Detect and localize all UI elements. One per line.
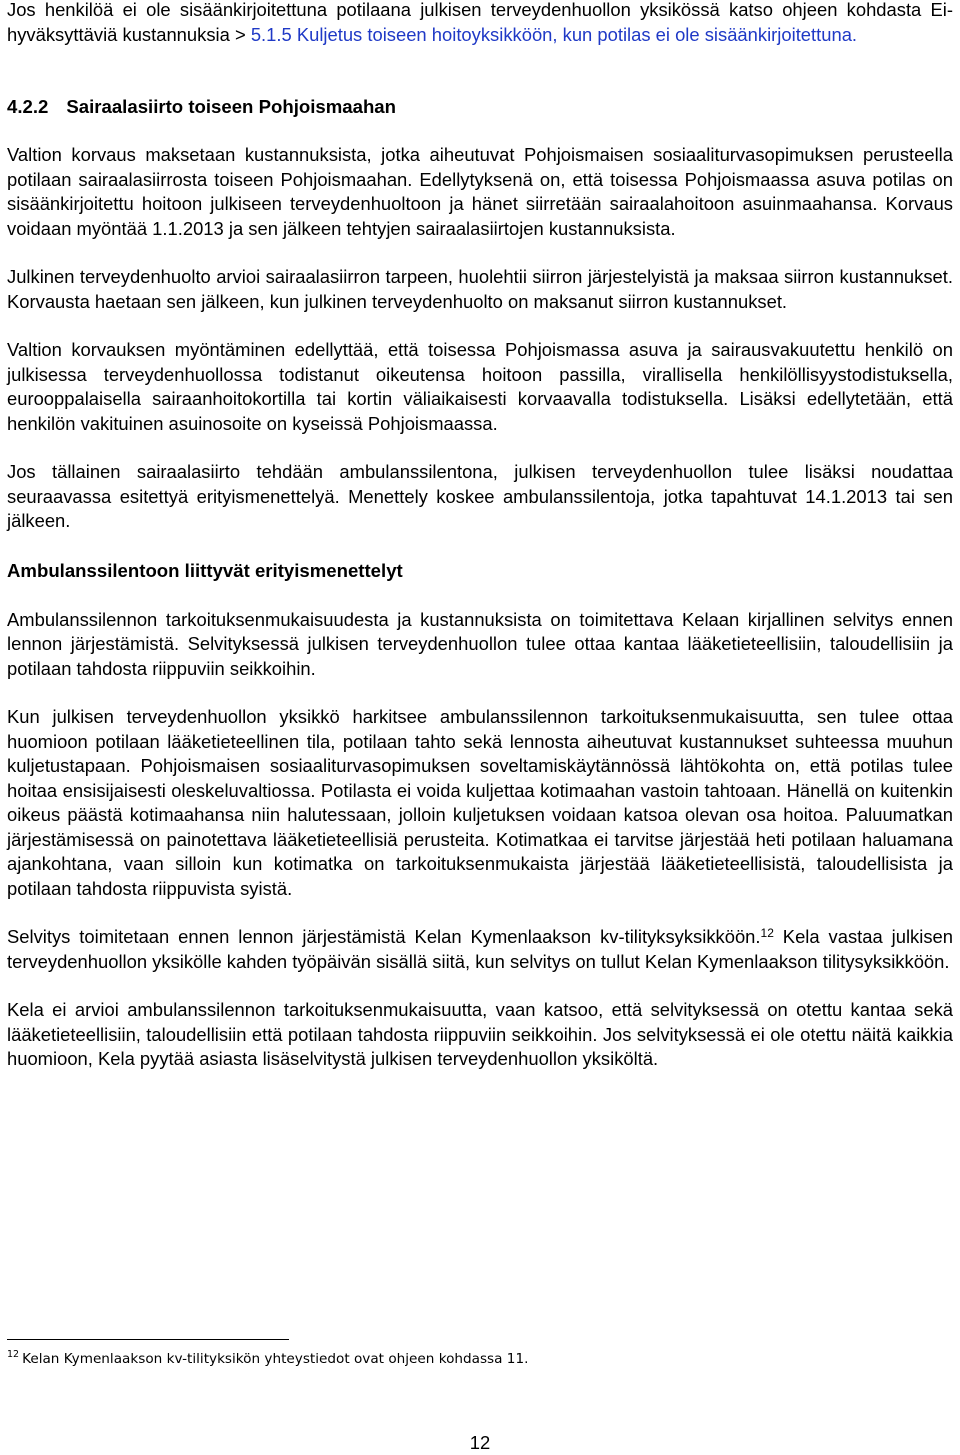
footnote <box>7 1349 528 1369</box>
paragraph-8: Kela ei arvioi ambulanssilennon tarkoituksenmukaisuutta, vaan katsoo, että selvityksessä on otettu kantaa sekä lääketieteellisiin, taloudellisiin että potilaan tahdosta riippuviin seikkoihin. Jos selvityksessä ei ole otettu näitä kaikkia huomioon, Kela pyytää asiasta lisäselvitystä julkisen terveydenhuollon yksiköltä. <box>7 999 953 1069</box>
paragraph-4: Jos tällainen sairaalasiirto tehdään ambulanssilentona, julkisen terveydenhuollon tulee lisäksi noudattaa seuraavassa esitettyä erityismenettelyä. Menettely koskee ambulanssilentoja, jotka tapahtuvat 14.1.2013 tai sen jälkeen. <box>7 461 953 531</box>
paragraph-3: Valtion korvauksen myöntäminen edellyttää, että toisessa Pohjoismassa asuva ja sairausvakuutettu henkilö on julkisessa terveydenhuollossa todistanut oikeutensa hoitoon passilla, virallisella henkilöllisyystodistuksella, eurooppalaisella sairaanhoitokortilla tai kortin väliaikaisesti korvaavalla todistuksella. Lisäksi edellytetään, että henkilön vakituinen asuinosoite on kyseissä Pohjoismaassa. <box>7 339 953 434</box>
section-heading <box>7 95 953 119</box>
paragraph-6: Kun julkisen terveydenhuollon yksikkö harkitsee ambulanssilennon tarkoituksenmukaisuutta, sen tulee ottaa huomioon potilaan lääketieteellinen tila, potilaan tahto sekä lennosta aiheutuvat kustannukset suhteessa muuhun kuljetustapaan. Pohjoismaisen sosiaaliturvasopimuksen soveltamiskäytännössä lähtökohta on, että potilas tulee hoitaa ensisijaisesti oleskeluvaltiossa. Potilasta ei voida kuljettaa kotimaahan vastoin tahtoaan. Hänellä on kuitenkin oikeus päästä kotimaahansa niin halutessaan, jolloin kuljetuksen voidaan katsoa olevan osa hoitoa. Paluumatkan järjestämisessä on painotettava lääketieteellisiä perusteita. Kotimatkaa ei tarvitse järjestää heti potilaan haluamana ajankohtana, vaan silloin kun kotimatka on tarkoituksenmukaista järjestää lääketieteellisistä, taloudellisista ja potilaan tahdosta riippuvista syistä. <box>7 706 953 899</box>
footnote-text: Kelan Kymenlaakson kv-tilityksikön yhteystiedot ovat ohjeen kohdassa 11. <box>22 1351 529 1367</box>
paragraph-7 <box>7 925 953 974</box>
page-number: 12 <box>469 1432 491 1453</box>
section-title: Sairaalasiirto toiseen Pohjoismaahan <box>66 96 396 117</box>
section-number: 4.2.2 <box>7 96 49 117</box>
paragraph-7-end: Kela vastaa julkisen terveydenhuollon yksikölle kahden työpäivän sisällä siitä, kun selvitys on tullut Kelan Kymenlaakson tilitysyksikköön. <box>7 926 953 972</box>
footnote-reference[interactable]: 12 <box>760 926 774 940</box>
footnote-separator <box>7 1339 289 1340</box>
intro-paragraph <box>7 0 953 47</box>
paragraph-5: Ambulanssilennon tarkoituksenmukaisuudesta ja kustannuksista on toimitettava Kelaan kirjallinen selvitys ennen lennon järjestämistä. Selvityksessä julkisen terveydenhuollon tulee ottaa kantaa lääketieteellisiin, taloudellisiin ja potilaan tahdosta riippuviin seikkoihin. <box>7 608 953 679</box>
paragraph-2: Julkinen terveydenhuolto arvioi sairaalasiirron tarpeen, huolehtii siirron järjestelyistä ja maksaa siirron kustannukset. Korvausta haetaan sen jälkeen, kun julkinen terveydenhuolto on maksanut siirron kustannukset. <box>7 266 953 312</box>
section-link-5-1-5[interactable]: 5.1.5 Kuljetus toiseen hoitoyksikköön, kun potilas ei ole sisäänkirjoitettuna. <box>250 23 858 45</box>
document-page <box>7 0 953 1072</box>
paragraph-1: Valtion korvaus maksetaan kustannuksista, jotka aiheutuvat Pohjoismaisen sosiaaliturvasopimuksen perusteella potilaan sairaalasiirrosta toiseen Pohjoismaahan. Edellytyksenä on, että toisessa Pohjoismaassa asuva potilas on sisäänkirjoitettu hoitoon julkiseen terveydenhuoltoon ja hänet siirretään sairaalahoitoon asuinmaahansa. Korvaus voidaan myöntää 1.1.2013 ja sen jälkeen tehtyjen sairaalasiirtojen kustannuksista. <box>7 144 953 239</box>
footnote-mark: 12 <box>7 1349 20 1360</box>
paragraph-7-start: Selvitys toimitetaan ennen lennon järjestämistä Kelan Kymenlaakson kv-tilityksyksikköön. <box>7 926 761 947</box>
subheading: Ambulanssilentoon liittyvät erityismenettelyt <box>7 559 403 581</box>
intro-text: Jos henkilöä ei ole sisäänkirjoitettuna potilaana julkisen terveydenhuollon yksikössä katso ohjeen kohdasta Ei-hyväksyttäviä kustannuksia > <box>7 0 953 45</box>
